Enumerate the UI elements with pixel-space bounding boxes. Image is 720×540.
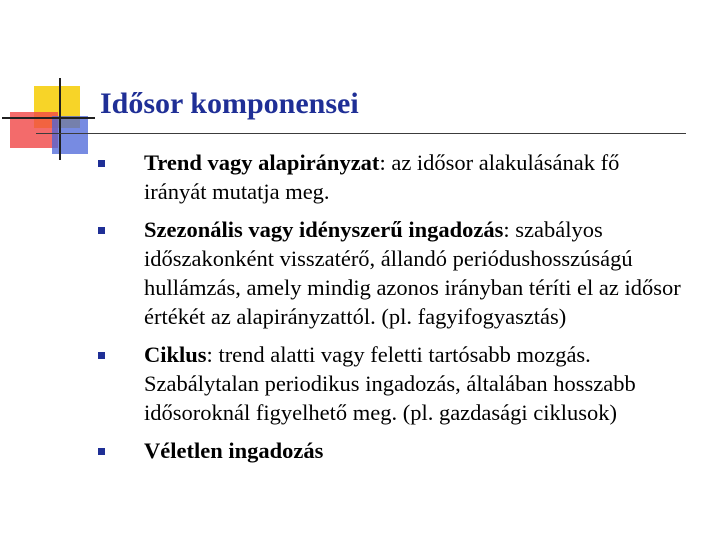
bullet-item	[96, 436, 686, 465]
bullet-term: Trend vagy alapirányzat	[144, 150, 380, 175]
deco-blue-square	[52, 116, 88, 154]
bullet-item	[96, 340, 686, 427]
title-divider	[36, 133, 686, 134]
bullet-list	[96, 148, 686, 474]
square-bullet-icon	[98, 227, 105, 234]
bullet-text: szabályos időszakonként visszatérő, állandó periódushosszúságú hullámzás, amely mindig azonos irányban téríti el az idősor értékét az alapirányzattól. (pl. fagyifogyasztás)	[144, 217, 681, 329]
bullet-separator: :	[206, 342, 219, 367]
square-bullet-icon	[98, 448, 105, 455]
bullet-separator: :	[379, 150, 392, 175]
bullet-term: Szezonális vagy idényszerű ingadozás	[144, 217, 504, 242]
bullet-text: az idősor alakulásának fő irányát mutatja meg.	[144, 150, 620, 204]
bullet-separator: :	[503, 217, 516, 242]
bullet-item	[96, 215, 686, 331]
square-bullet-icon	[98, 352, 105, 359]
bullet-term: Véletlen ingadozás	[144, 438, 324, 463]
bullet-text: trend alatti vagy feletti tartósabb mozgás. Szabálytalan periodikus ingadozás, általában hosszabb idősoroknál figyelhető meg. (pl. gazdasági ciklusok)	[144, 342, 636, 425]
square-bullet-icon	[98, 160, 105, 167]
page-title: Idősor komponensei	[100, 87, 359, 120]
bullet-term: Ciklus	[144, 342, 207, 367]
bullet-item	[96, 148, 686, 206]
